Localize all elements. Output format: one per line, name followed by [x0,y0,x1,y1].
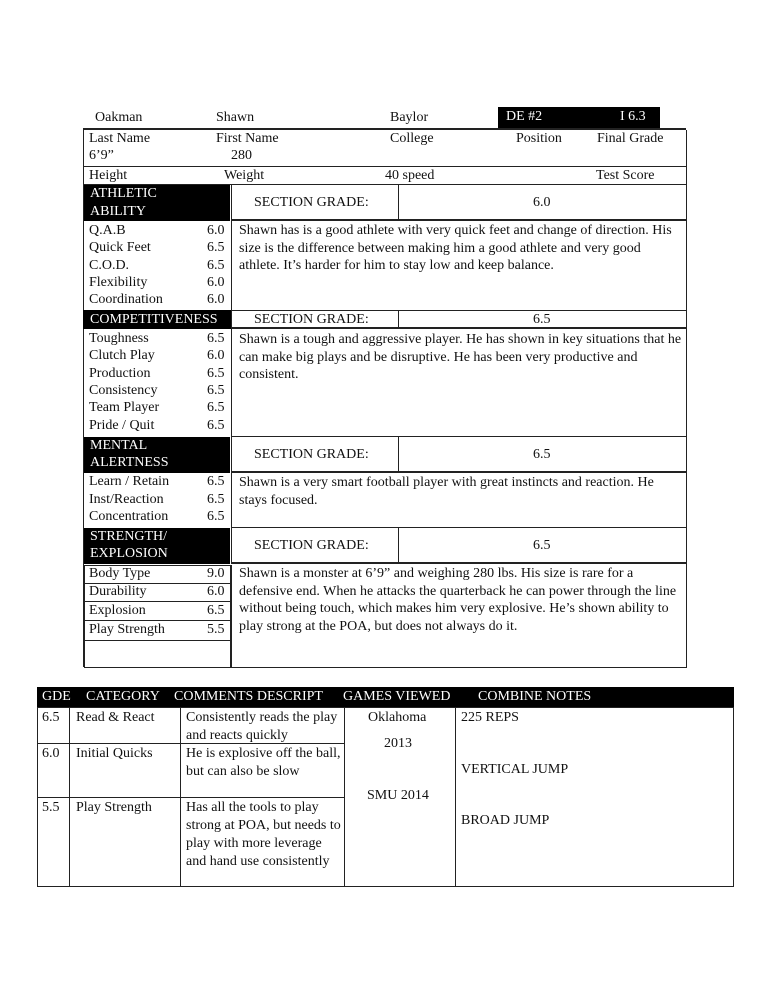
section-title: STRENGTH/ EXPLOSION [84,528,230,564]
combine-note: 225 REPS [461,710,519,725]
section-grade-label: SECTION GRADE: [254,312,369,327]
position-value: DE #2 [506,109,543,124]
rating-score: 6.5 [207,331,225,346]
last-name-label: Last Name [89,131,151,146]
rating-score: 6.5 [207,258,225,273]
last-name-value: Oakman [95,110,143,125]
section-grade-label-box [231,436,399,473]
final-grade-value: I 6.3 [620,109,646,124]
row-category: Initial Quicks [76,746,153,761]
combine-note: BROAD JUMP [461,813,550,828]
section-grade-value-box [398,310,687,329]
header-gde: GDE [42,689,71,704]
rating-score: 6.5 [207,366,225,381]
first-name-value: Shawn [216,110,255,125]
table-header-row [37,687,734,707]
game-viewed: 2013 [384,736,412,751]
section-grade-value: 6.0 [533,195,551,210]
header-category: CATEGORY [86,689,160,704]
game-viewed: Oklahoma [368,710,427,725]
rating-label: Toughness [89,331,149,346]
rating-score: 6.0 [207,292,225,307]
weight-label: Weight [224,168,265,183]
rating-score: 9.0 [207,566,225,581]
frame-bottom-border [231,667,687,668]
row-comment: Consistently reads the play and reacts quickly [186,710,338,743]
rating-label: Inst/Reaction [89,492,164,507]
section-grade-value-box [398,184,687,221]
position-grade-bar [499,108,659,127]
height-value: 6’9” [89,148,114,163]
final-grade-label: Final Grade [597,131,664,146]
rating-score: 6.0 [207,223,225,238]
rating-score: 6.5 [207,400,225,415]
section-grade-label: SECTION GRADE: [254,538,369,553]
rating-score: 6.0 [207,584,225,599]
section-grade-label: SECTION GRADE: [254,195,369,210]
rating-label: Coordination [89,292,163,307]
row-comment: Has all the tools to play strong at POA, but needs to play with more leverage and hand use consistently [186,800,341,869]
rating-label: Q.A.B [89,223,126,238]
rating-score: 6.5 [207,492,225,507]
rating-label: Clutch Play [89,348,155,363]
rating-label: Play Strength [89,622,165,637]
rating-label: Flexibility [89,275,148,290]
section-comment: Shawn has is a good athlete with very quick feet and change of direction. His size is the difference between making him a good athlete and very good athlete. It’s harder for him to stay low and keep balance. [239,223,672,273]
weight-value: 280 [231,148,252,163]
section-grade-label: SECTION GRADE: [254,447,369,462]
row-grade: 6.0 [42,746,60,761]
rating-score: 5.5 [207,622,225,637]
row-grade: 5.5 [42,800,60,815]
header-divider [83,128,686,130]
rating-label: Durability [89,584,147,599]
section-grade-label-box [231,527,399,564]
rating-score: 6.5 [207,603,225,618]
section-grade-label-box [231,310,399,329]
rating-label: Concentration [89,509,169,524]
rating-score: 6.0 [207,348,225,363]
rating-label: Learn / Retain [89,474,170,489]
rating-label: Quick Feet [89,240,151,255]
speed-label: 40 speed [385,168,435,183]
combine-note: VERTICAL JUMP [461,762,569,777]
rating-label: Explosion [89,603,146,618]
section-grade-label-box [231,184,399,221]
height-label: Height [89,168,128,183]
rating-score: 6.5 [207,383,225,398]
rating-score: 6.5 [207,240,225,255]
row-category: Read & React [76,710,155,725]
header-games-viewed: GAMES VIEWED [343,689,451,704]
rating-label: Production [89,366,151,381]
section-comment: Shawn is a very smart football player with great instincts and reaction. He stays focused. [239,475,654,508]
section-title: ATHLETIC ABILITY [84,185,230,221]
rating-label: C.O.D. [89,258,130,273]
game-viewed: SMU 2014 [367,788,429,803]
section-grade-value-box [398,527,687,564]
rating-score: 6.5 [207,509,225,524]
rating-label: Body Type [89,566,151,581]
position-label: Position [516,131,562,146]
section-grade-value: 6.5 [533,538,551,553]
row-comment: He is explosive off the ball, but can also be slow [186,746,341,779]
section-title: COMPETITIVENESS [83,310,231,329]
college-value: Baylor [390,110,429,125]
section-comment: Shawn is a monster at 6’9” and weighing 280 lbs. His size is rare for a defensive end. When he attacks the quarterback he can power through the line without being touch, which makes him very explosive. He’s shown ability to play strong at the POA, but does not always do it. [239,566,677,634]
header-combine-notes: COMBINE NOTES [478,689,592,704]
rating-score: 6.0 [207,275,225,290]
section-title: MENTAL ALERTNESS [84,437,230,473]
rating-label: Consistency [89,383,158,398]
row-category: Play Strength [76,800,152,815]
row-grade: 6.5 [42,710,60,725]
height-divider [83,166,686,167]
test-score-label: Test Score [596,168,655,183]
first-name-label: First Name [216,131,279,146]
rating-score: 6.5 [207,418,225,433]
rating-label: Pride / Quit [89,418,155,433]
header-comments: COMMENTS DESCRIPT [174,689,323,704]
college-label: College [390,131,434,146]
rating-label: Team Player [89,400,160,415]
rating-score: 6.5 [207,474,225,489]
section-grade-value: 6.5 [533,312,551,327]
section-grade-value-box [398,436,687,473]
section-comment: Shawn is a tough and aggressive player. He has shown in key situations that he can make big plays and be disruptive. He has been very productive and consistent. [239,332,682,382]
section-grade-value: 6.5 [533,447,551,462]
